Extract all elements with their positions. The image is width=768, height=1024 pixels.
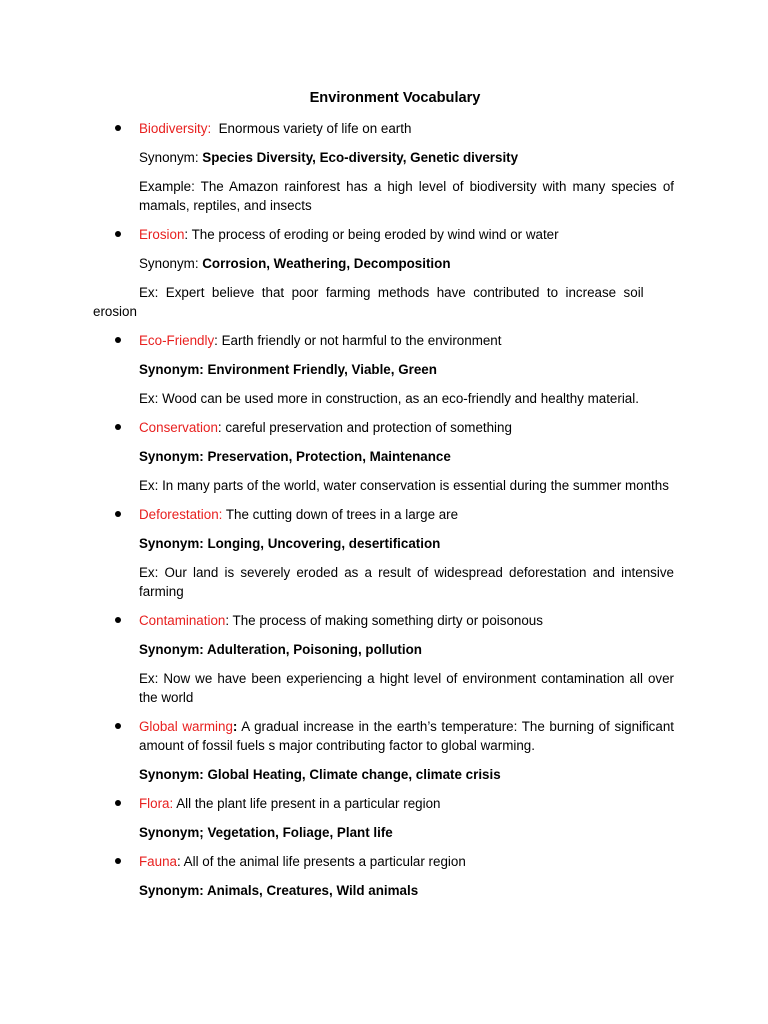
example-line: Ex: In many parts of the world, water conservation is essential during the summer months — [139, 478, 669, 493]
term: Biodiversity: — [139, 121, 212, 136]
entry-eco-friendly — [0, 331, 768, 408]
bullet-icon — [115, 225, 121, 244]
term: Eco-Friendly — [139, 333, 215, 348]
definition-line — [0, 119, 674, 138]
synonym-label: Synonym: — [139, 150, 203, 165]
definition-line — [0, 331, 674, 350]
term: Contamination — [139, 613, 226, 628]
definition-colon: : — [232, 719, 238, 734]
example-line — [0, 283, 674, 321]
bullet-icon — [115, 331, 121, 350]
definition-line — [0, 794, 674, 813]
synonym-label: Synonym: — [139, 256, 203, 271]
definition: All the plant life present in a particular region — [173, 796, 441, 811]
entry-contamination — [0, 611, 768, 707]
entry-biodiversity — [0, 119, 768, 215]
definition-line — [0, 418, 674, 437]
synonym-line: Synonym: Global Heating, Climate change, climate crisis — [139, 767, 501, 782]
definition-line — [0, 717, 674, 755]
entry-global-warming — [0, 717, 768, 784]
entry-deforestation — [0, 505, 768, 601]
synonym-line: Synonym: Environment Friendly, Viable, Green — [139, 362, 437, 377]
definition-line — [0, 225, 674, 244]
synonym-line: Synonym: Adulteration, Poisoning, pollution — [139, 642, 422, 657]
page-title: Environment Vocabulary — [309, 90, 481, 106]
term: Deforestation: — [139, 507, 223, 522]
definition-line — [0, 611, 674, 630]
entry-fauna — [0, 852, 768, 900]
example-line: Ex: Wood can be used more in construction, as an eco-friendly and healthy material. — [139, 391, 639, 406]
entry-conservation — [0, 418, 768, 495]
definition: The cutting down of trees in a large are — [222, 507, 459, 522]
example-text-line1: Ex: Expert believe that poor farming methods have contributed to increase soil — [139, 285, 644, 300]
bullet-icon — [115, 418, 121, 437]
definition: : The process of eroding or being eroded by wind wind or water — [184, 227, 559, 242]
synonym-line: Synonym: Longing, Uncovering, desertification — [139, 536, 441, 551]
example-line: Ex: Now we have been experiencing a hight level of environment contamination all over the world — [139, 671, 674, 705]
entry-flora — [0, 794, 768, 842]
bullet-icon — [115, 717, 121, 736]
term: Global warming — [139, 719, 233, 734]
bullet-icon — [115, 505, 121, 524]
bullet-icon — [115, 852, 121, 871]
definition: A gradual increase in the earth’s temperature: The burning of significant amount of fossil fuels s major contributing factor to global warming. — [139, 719, 674, 753]
term: Erosion — [139, 227, 185, 242]
bullet-icon — [115, 794, 121, 813]
synonym-line — [0, 148, 674, 167]
term: Flora: — [139, 796, 174, 811]
example-line: Ex: Our land is severely eroded as a result of widespread deforestation and intensive farming — [139, 565, 674, 599]
definition-line — [0, 852, 674, 871]
synonym-line — [0, 254, 674, 273]
synonym-values: Species Diversity, Eco-diversity, Genetic diversity — [202, 150, 519, 165]
entry-erosion — [0, 225, 768, 321]
definition-line — [0, 505, 674, 524]
vocabulary-list — [0, 119, 768, 910]
synonym-line: Synonym: Preservation, Protection, Maintenance — [139, 449, 451, 464]
definition: Enormous variety of life on earth — [211, 121, 412, 136]
definition: : careful preservation and protection of something — [217, 420, 512, 435]
definition: : All of the animal life presents a particular region — [176, 854, 466, 869]
definition: : Earth friendly or not harmful to the environment — [214, 333, 502, 348]
synonym-values: Corrosion, Weathering, Decomposition — [202, 256, 451, 271]
example-text-line2: erosion — [93, 304, 137, 319]
bullet-icon — [115, 119, 121, 138]
definition: : The process of making something dirty or poisonous — [225, 613, 543, 628]
term: Conservation — [139, 420, 218, 435]
example-line: Example: The Amazon rainforest has a high level of biodiversity with many species of mamals, reptiles, and insects — [139, 179, 674, 213]
synonym-line: Synonym: Animals, Creatures, Wild animals — [139, 883, 419, 898]
term: Fauna — [139, 854, 177, 869]
synonym-line: Synonym; Vegetation, Foliage, Plant life — [139, 825, 393, 840]
bullet-icon — [115, 611, 121, 630]
